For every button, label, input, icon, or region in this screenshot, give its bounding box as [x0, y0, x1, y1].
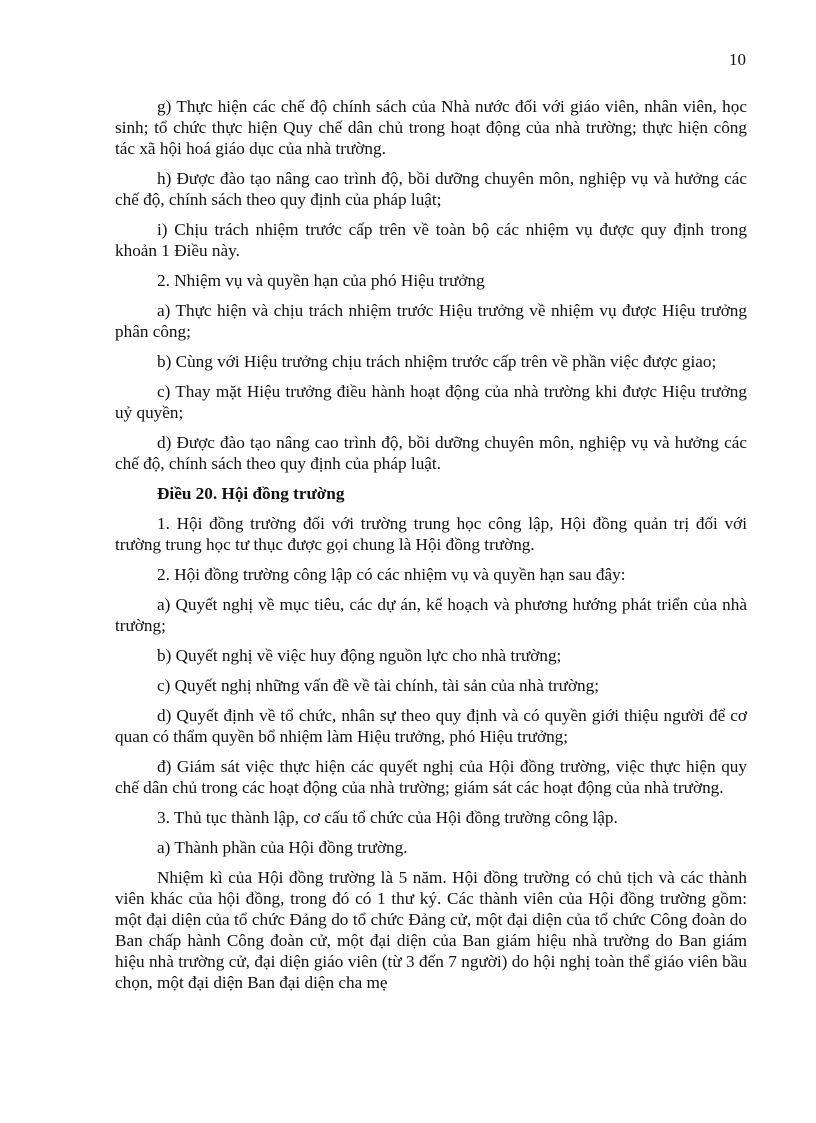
term-of-office-paragraph: Nhiệm kì của Hội đồng trường là 5 năm. Hội đồng trường có chủ tịch và các thành viên khác của hội đồng, trong đó có 1 thư ký. Các thành viên của Hội đồng trường gồm: một đại diện của tổ chức Đảng do tổ chức Đảng cử, một đại diện của tổ chức Công đoàn do Ban chấp hành Công đoàn cử, một đại diện của Ban giám hiệu nhà trường do Ban giám hiệu nhà trường cử, đại diện giáo viên (từ 3 đến 7 người) do hội nghị toàn thể giáo viên bầu chọn, một đại diện Ban đại diện cha mẹ	[115, 868, 747, 992]
paragraph-2d: d) Được đào tạo nâng cao trình độ, bồi dưỡng chuyên môn, nghiệp vụ và hưởng các chế độ, chính sách theo quy định của pháp luật.	[115, 433, 747, 473]
document-body	[115, 96, 747, 1002]
clause-2-title: 2. Nhiệm vụ và quyền hạn của phó Hiệu trưởng	[157, 271, 485, 290]
article-20-item-d: d) Quyết định về tổ chức, nhân sự theo quy định và có quyền giới thiệu người để cơ quan có thẩm quyền bổ nhiệm làm Hiệu trưởng, phó Hiệu trưởng;	[115, 706, 747, 746]
article-20-clause-1: 1. Hội đồng trường đối với trường trung học công lập, Hội đồng quản trị đối với trường trung học tư thục được gọi chung là Hội đồng trường.	[115, 514, 747, 554]
article-20-heading: Điều 20. Hội đồng trường	[157, 484, 345, 503]
page-number: 10	[729, 50, 746, 69]
article-20-clause-2: 2. Hội đồng trường công lập có các nhiệm vụ và quyền hạn sau đây:	[157, 565, 626, 584]
article-20-clause-3a: a) Thành phần của Hội đồng trường.	[157, 838, 408, 857]
article-20-clause-3: 3. Thủ tục thành lập, cơ cấu tổ chức của Hội đồng trường công lập.	[157, 808, 618, 827]
paragraph-h: h) Được đào tạo nâng cao trình độ, bồi dưỡng chuyên môn, nghiệp vụ và hưởng các chế độ, chính sách theo quy định của pháp luật;	[115, 169, 747, 209]
article-20-item-a: a) Quyết nghị về mục tiêu, các dự án, kế hoạch và phương hướng phát triển của nhà trường;	[115, 595, 747, 635]
paragraph-2a: a) Thực hiện và chịu trách nhiệm trước Hiệu trưởng về nhiệm vụ được Hiệu trưởng phân công;	[115, 301, 747, 341]
article-20-item-dd: đ) Giám sát việc thực hiện các quyết nghị của Hội đồng trường, việc thực hiện quy chế dân chủ trong các hoạt động của nhà trường; giám sát các hoạt động của nhà trường.	[115, 757, 747, 797]
paragraph-i: i) Chịu trách nhiệm trước cấp trên về toàn bộ các nhiệm vụ được quy định trong khoản 1 Điều này.	[115, 220, 747, 260]
article-20-item-c: c) Quyết nghị những vấn đề về tài chính, tài sản của nhà trường;	[157, 676, 600, 695]
paragraph-2b: b) Cùng với Hiệu trưởng chịu trách nhiệm trước cấp trên về phần việc được giao;	[157, 352, 717, 371]
paragraph-g: g) Thực hiện các chế độ chính sách của Nhà nước đối với giáo viên, nhân viên, học sinh; tổ chức thực hiện Quy chế dân chủ trong hoạt động của nhà trường; thực hiện công tác xã hội hoá giáo dục của nhà trường.	[115, 97, 747, 158]
article-20-item-b: b) Quyết nghị về việc huy động nguồn lực cho nhà trường;	[157, 646, 562, 665]
paragraph-2c: c) Thay mặt Hiệu trưởng điều hành hoạt động của nhà trường khi được Hiệu trưởng uỷ quyền;	[115, 382, 747, 422]
